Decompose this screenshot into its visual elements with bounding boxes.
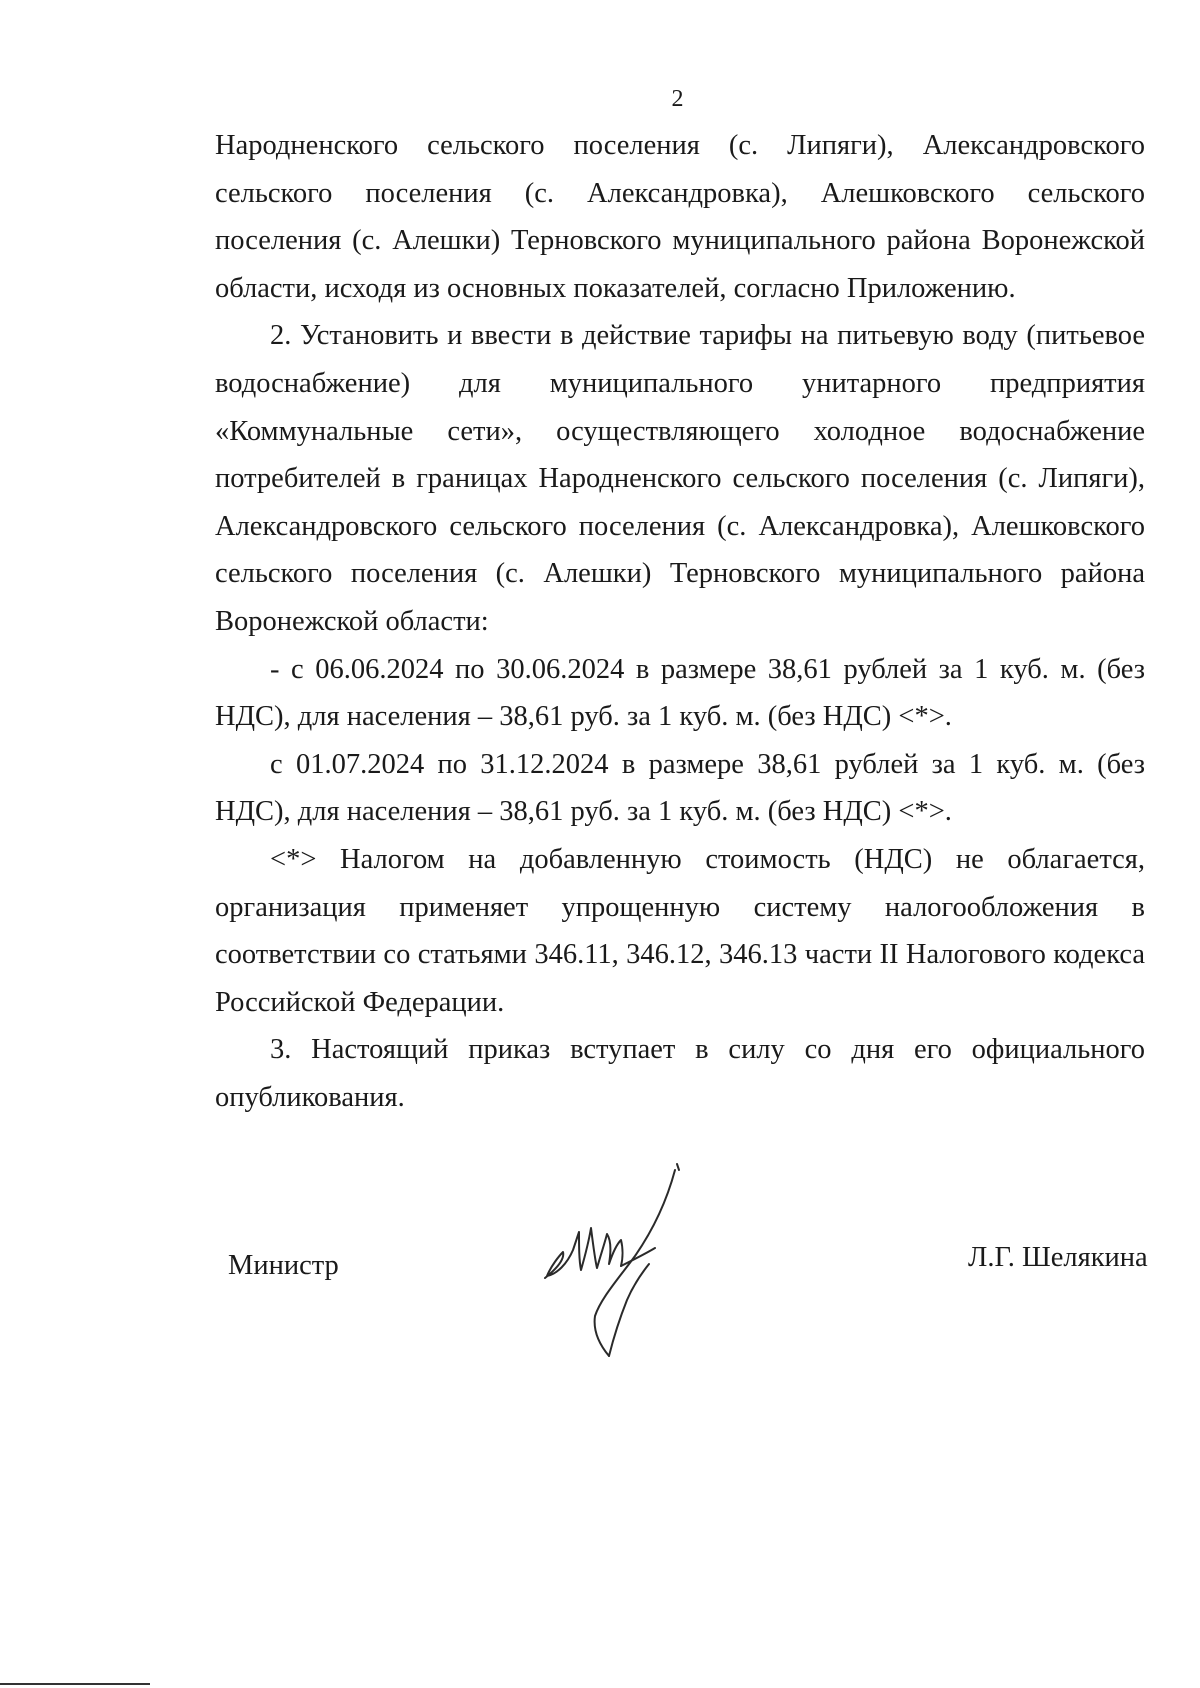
- paragraph-tariff-july-december: с 01.07.2024 по 31.12.2024 в размере 38,61 рублей за 1 куб. м. (без НДС), для населения – 38,61 руб. за 1 куб. м. (без НДС) <*>.: [215, 748, 1145, 828]
- paragraph-continuation: Народненского сельского поселения (с. Липяги), Александровского сельского поселения (с. Александровка), Алешковского сельского поселения (с. Алешки) Терновского муниципального района Воронежской области, исходя из основных показателей, согласно Приложению.: [215, 130, 1145, 304]
- paragraph-item-3: 3. Настоящий приказ вступает в силу со дня его официального опубликования.: [215, 1034, 1145, 1113]
- bottom-rule: [0, 1683, 150, 1685]
- page-number: 2: [671, 86, 684, 112]
- handwritten-signature: [535, 1160, 705, 1360]
- signatory-role: Министр: [228, 1250, 339, 1281]
- paragraph-tariff-june: - с 06.06.2024 по 30.06.2024 в размере 38,61 рублей за 1 куб. м. (без НДС), для населения – 38,61 руб. за 1 куб. м. (без НДС) <*>.: [215, 653, 1145, 733]
- paragraph-item-2: 2. Установить и ввести в действие тарифы на питьевую воду (питьевое водоснабжение) для муниципального унитарного предприятия «Коммунальные сети», осуществляющего холодное водоснабжение потребителей в границах Народненского сельского поселения (с. Липяги), Александровского сельского поселения (с. Александровка), Алешковского сельского поселения (с. Алешки) Терновского муниципального района Воронежской области:: [215, 320, 1145, 637]
- signatory-name: Л.Г. Шелякина: [968, 1242, 1148, 1273]
- signature-block: [0, 1140, 1200, 1360]
- paragraph-vat-note: <*> Налогом на добавленную стоимость (НДС) не облагается, организация применяет упрощенную систему налогообложения в соответствии со статьями 346.11, 346.12, 346.13 части II Налогового кодекса Российской Федерации.: [215, 843, 1145, 1018]
- document-body: [215, 122, 1145, 1121]
